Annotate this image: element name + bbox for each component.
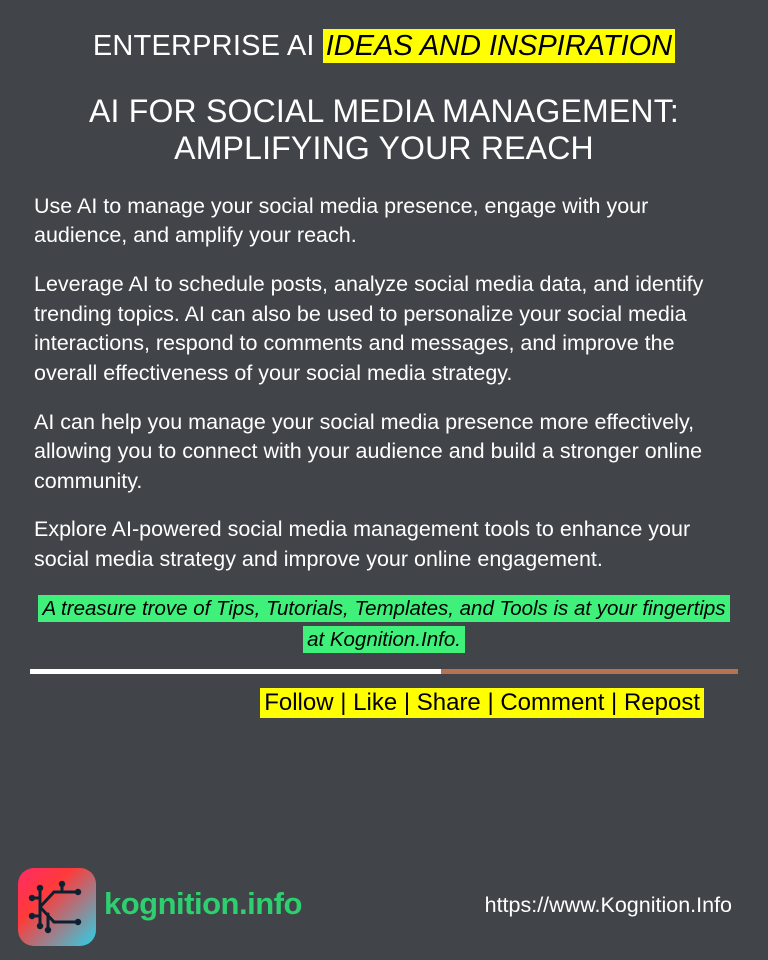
paragraph: Use AI to manage your social media presence, engage with your audience, and amplify your reach.: [34, 193, 649, 248]
footer: [0, 848, 768, 960]
brand-name: kognition.info: [104, 886, 302, 921]
divider: [30, 669, 738, 674]
cta-follow-like-share[interactable]: Follow | Like | Share | Comment | Repost: [260, 688, 704, 718]
paragraph: AI can help you manage your social media presence more effectively, allowing you to connect with your audience and build a stronger online community.: [34, 409, 703, 493]
callout-container: [30, 594, 738, 656]
body-content: [30, 192, 738, 575]
callout-text: A treasure trove of Tips, Tutorials, Templates, and Tools is at your fingertips at Kognition.Info.: [38, 595, 729, 653]
paragraph: Leverage AI to schedule posts, analyze social media data, and identify trending topics. AI can also be used to personalize your social media interactions, respond to comments and messages, and improve the overall effectiveness of your social media strategy.: [34, 271, 704, 385]
header-plain-text: ENTERPRISE AI: [92, 30, 315, 62]
site-url[interactable]: https://www.Kognition.Info: [484, 893, 732, 917]
header-highlight-text: IDEAS AND INSPIRATION: [323, 29, 675, 63]
paragraph: Explore AI-powered social media management tools to enhance your social media strategy and improve your online engagement.: [34, 517, 691, 572]
divider-white-segment: [30, 669, 441, 674]
header-banner: [30, 30, 738, 63]
page-title: AI FOR SOCIAL MEDIA MANAGEMENT: AMPLIFYING YOUR REACH: [89, 93, 679, 167]
kognition-logo-icon: [18, 868, 96, 946]
divider-copper-segment: [441, 669, 738, 674]
cta-container: [30, 688, 738, 718]
